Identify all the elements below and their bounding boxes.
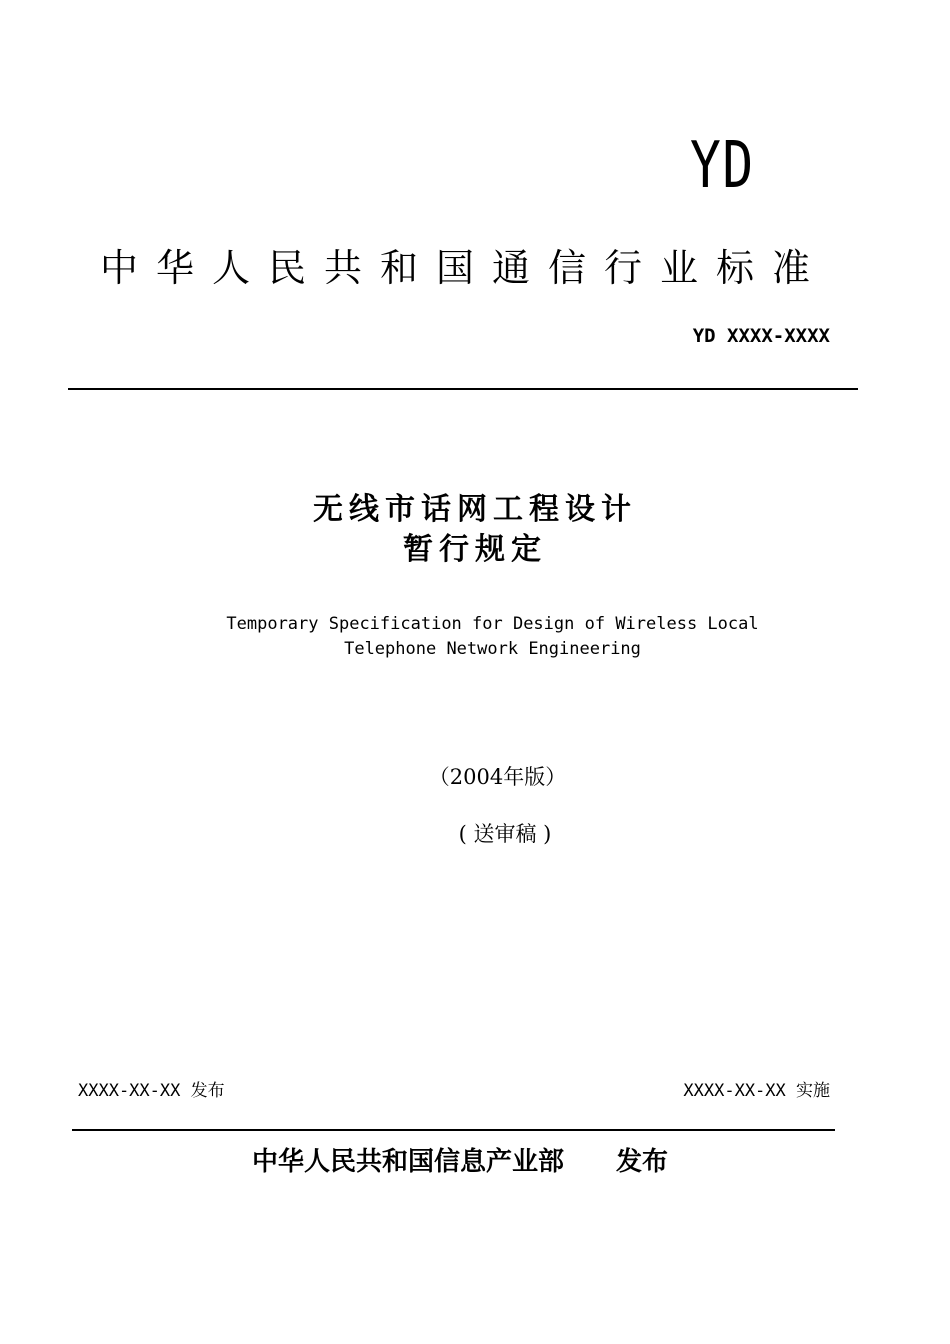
english-title-line2: Telephone Network Engineering <box>344 639 641 659</box>
standard-number: YD XXXX-XXXX <box>692 325 830 347</box>
release-date: XXXX-XX-XX 发布 <box>78 1081 225 1101</box>
edition-label: （2004年版） <box>428 765 567 789</box>
publisher-action: 发布 <box>616 1147 669 1177</box>
english-title <box>0 612 950 662</box>
english-title-line1: Temporary Specification for Design of Wireless Local <box>226 614 759 634</box>
publisher-line <box>252 1143 722 1181</box>
standard-title: 中华人民共和国通信行业标准 <box>100 246 829 290</box>
document-title-line1: 无线市话网工程设计 <box>313 492 637 527</box>
top-divider <box>68 388 858 390</box>
effective-date: XXXX-XX-XX 实施 <box>683 1081 830 1101</box>
bottom-divider <box>72 1129 835 1131</box>
publisher-name: 中华人民共和国信息产业部 <box>252 1147 565 1177</box>
draft-status-label: ( 送审稿 ) <box>458 822 552 846</box>
document-title-line2: 暂行规定 <box>403 532 547 567</box>
yd-logo: YD <box>690 129 755 203</box>
document-title <box>0 490 950 570</box>
